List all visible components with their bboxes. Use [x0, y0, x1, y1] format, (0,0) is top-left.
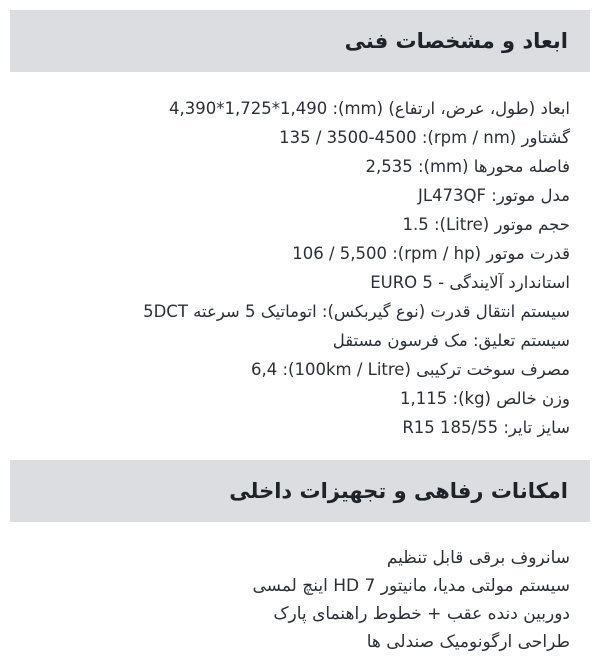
spec-item-transmission: سیستم انتقال قدرت (نوع گیربکس): اتوماتیک 5 سرعته 5DCT — [143, 302, 570, 321]
feature-item-rear-camera: دوربین دنده عقب + خطوط راهنمای پارک — [273, 604, 570, 624]
feature-item-sunroof: سانروف برقی قابل تنظیم — [386, 548, 570, 568]
spec-item-net-weight: وزن خالص (kg): 1,115 — [400, 389, 570, 408]
spec-sheet — [0, 10, 600, 672]
spec-item-fuel-consumption: مصرف سوخت ترکیبی (100km / Litre): 6,4 — [250, 360, 570, 379]
specs-list — [0, 72, 600, 442]
features-list — [0, 522, 600, 656]
spec-item-suspension: سیستم تعلیق: مک فرسون مستقل — [332, 331, 570, 350]
feature-item-ergonomic-seats: طراحی ارگونومیک صندلی ها — [366, 632, 570, 652]
spec-item-torque: گشتاور (rpm / nm): 135 / 3500-4500 — [279, 128, 570, 147]
spec-item-engine-volume: حجم موتور (Litre): 1.5 — [402, 215, 570, 234]
spec-item-tire-size: سایز تایر: R15 185/55 — [402, 418, 570, 437]
spec-item-dimensions: ابعاد (طول، عرض، ارتفاع) (mm): 4,390*1,725*1,490 — [169, 99, 570, 118]
spec-item-engine-model: مدل موتور: JL473QF — [417, 186, 570, 205]
specs-section-title: ابعاد و مشخصات فنی — [344, 29, 568, 53]
feature-item-multimedia: سیستم مولتی مدیا، مانیتور HD 7 اینچ لمسی — [252, 576, 570, 596]
spec-item-wheelbase: فاصله محورها (mm): 2,535 — [365, 157, 570, 176]
features-section-title: امکانات رفاهی و تجهیزات داخلی — [229, 479, 568, 503]
spec-item-emission-standard: استاندارد آلایندگی - EURO 5 — [370, 273, 570, 292]
spec-item-engine-power: قدرت موتور (rpm / hp): 106 / 5,500 — [292, 244, 570, 263]
features-section-header — [10, 460, 590, 522]
specs-section-header — [10, 10, 590, 72]
